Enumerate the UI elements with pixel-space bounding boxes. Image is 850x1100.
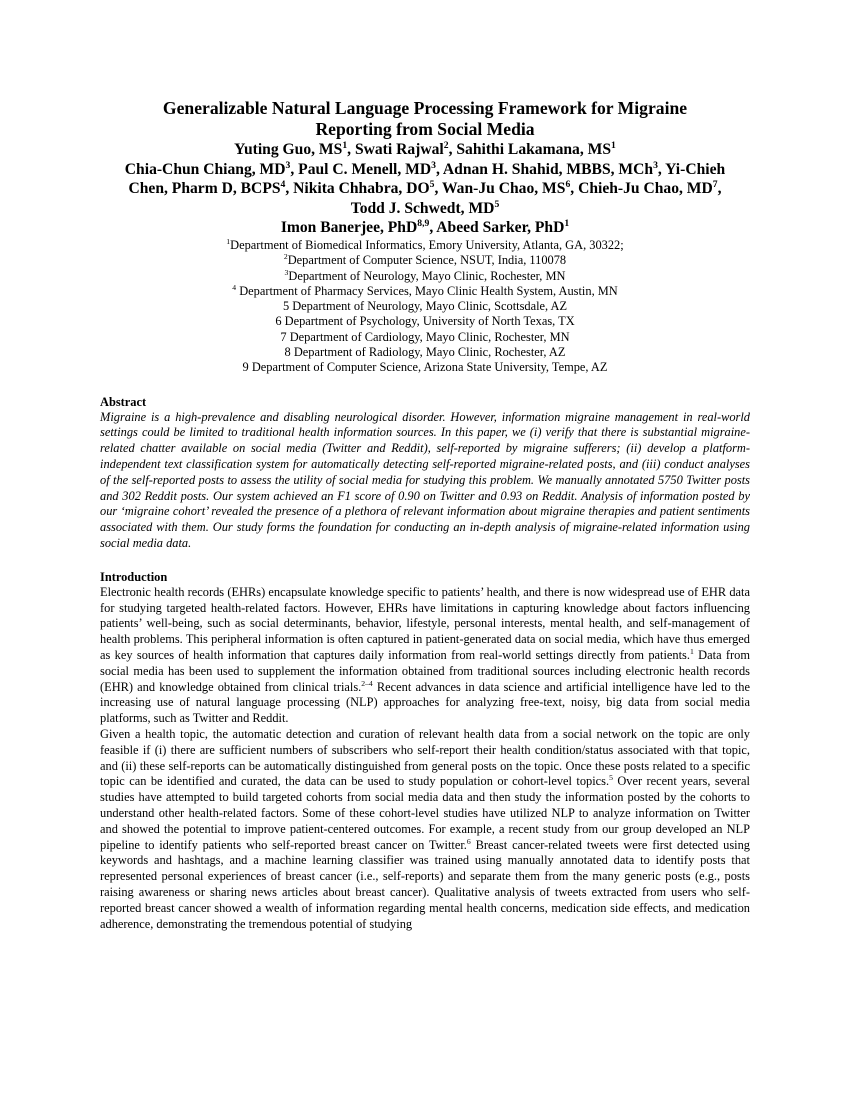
citation: 1 [689, 646, 694, 656]
author-list [100, 140, 750, 238]
introduction-paragraph-1: Electronic health records (EHRs) encapsulate knowledge specific to patients’ health, and there is now widespread use of EHR data for studying targeted health-related factors. However, EHRs have limitations in capturing knowledge about factors influencing patients’ well-being, such as social determinants, behavior, lifestyle, personal interests, mental health, and self-management of health problems. This peripheral information is often captured in patient-generated data on social media, which have thus emerged as key sources of health information that captures daily information from real-world settings directly from patients.$^1$ Data from social media has been used to supplement the information obtained from traditional sources including electronic health records (EHR) and knowledge obtained from clinical trials.$^{2-4}$ Recent advances in data science and artificial intelligence have led to the increasing use of natural language processing (NLP) approaches for analyzing free-text, noisy, big data from social media platforms, such as Twitter and Reddit. [100, 584, 751, 726]
citation: 6 [466, 836, 471, 846]
abstract-text: Migraine is a high-prevalence and disabling neurological disorder. However, information migraine management in real-world settings could be limited to traditional health information sources. In this paper, we (i) verify that there is substantial migraine-related chatter available on social media (Twitter and Reddit), self-reported by migraine sufferers; (ii) develop a platform-independent text classification system for automatically detecting self-reported migraine-related posts, and (iii) conduct analyses of the self-reported posts to assess the utility of social media for studying this problem. We manually annotated 5750 Twitter posts and 302 Reddit posts. Our system achieved an F1 score of 0.90 on Twitter and 0.93 on Reddit. Analysis of information posted by our ‘migraine cohort’ revealed the presence of a plethora of relevant information about migraine therapies and patient sentiments associated with them. Our study forms the foundation for conducting an in-depth analysis of migraine-related information using social media data. [100, 409, 750, 551]
affiliation-line: $^3$Department of Neurology, Mayo Clinic, Rochester, MN [284, 267, 566, 283]
affiliation-line: 5 Department of Neurology, Mayo Clinic, Scottsdale, AZ [282, 299, 568, 314]
title-line-1: Generalizable Natural Language Processing Framework for Migraine [162, 98, 688, 118]
affiliation-line: 7 Department of Cardiology, Mayo Clinic, Rochester, MN [280, 329, 570, 344]
abstract-heading: Abstract [100, 394, 147, 409]
paper-title [100, 98, 750, 140]
citation: 5 [609, 773, 613, 783]
author-line-1: Yuting Guo, $MS^1$, Swati Rajwal$^2$, Sahithi Lakamana, $MS^1$ [234, 139, 616, 158]
author-line-4: Todd J. Schwedt, $MD^5$ [350, 198, 500, 217]
affiliation-line: 9 Department of Computer Science, Arizona State University, Tempe, AZ [242, 360, 608, 375]
author-line-3: Chen, Pharm D, BCPS$^4$, Nikita Chhabra, $DO^5$, Wan-Ju Chao, $MS^6$, Chieh-Ju Chao, $MD^7$, [128, 179, 722, 198]
affiliation-line: $^4$ Department of Pharmacy Services, Mayo Clinic Health System, Austin, MN [232, 282, 618, 298]
title-line-2: Reporting from Social Media [315, 119, 535, 139]
paper-page [100, 98, 750, 932]
affiliation-line: 8 Department of Radiology, Mayo Clinic, Rochester, AZ [284, 345, 566, 360]
affiliation-line: $^2$Department of Computer Science, NSUT, India, 110078 [283, 252, 567, 268]
author-line-2: Chia-Chun Chiang, $MD^3$, Paul C. Menell, $MD^3$, Adnan H. Shahid, MBBS, MCh$^3$, Yi-Chieh [124, 159, 726, 178]
introduction-paragraph-2: Given a health topic, the automatic detection and curation of relevant health data from a social network on the topic are only feasible if (i) there are sufficient numbers of subscribers who self-report their health condition/status associated with that topic, and (ii) these self-reports can be automatically distinguished from general posts on the topic. Once these posts related to a specific topic can be identified and curated, the data can be used to study population or cohort-level topics.$^5$ Over recent years, several studies have attempted to build targeted cohorts from social media data and then study the information posted by the cohorts to understand other health-related factors. Some of these cohort-level studies have utilized NLP to analyze information on Twitter and showed the potential to improve patient-centered outcomes. For example, a recent study from our group developed an NLP pipeline to identify patients who self-reported breast cancer on Twitter.$^6$ Breast cancer-related tweets were first detected using keywords and hashtags, and a machine learning classifier was trained using manually annotated data to identify posts that represented personal experiences of breast cancer (i.e., self-reports) and separate them from the many generic posts (e.g., posts raising awareness or sharing news articles about breast cancer). Qualitative analysis of tweets extracted from users who self-reported breast cancer showed a wealth of information regarding mental health concerns, medication side effects, and medication adherence, demonstrating the tremendous potential of studying [100, 726, 750, 931]
affiliation-list [100, 238, 750, 376]
affiliation-line: 6 Department of Psychology, University of North Texas, TX [275, 314, 575, 329]
introduction-heading: Introduction [100, 569, 168, 584]
citation: 2–4 [361, 678, 373, 688]
affiliation-line: $^1$Department of Biomedical Informatics, Emory University, Atlanta, GA, 30322; [226, 236, 624, 252]
author-line-5: Imon Banerjee, PhD$^{8,9}$, Abeed Sarker, PhD$^1$ [280, 218, 570, 237]
